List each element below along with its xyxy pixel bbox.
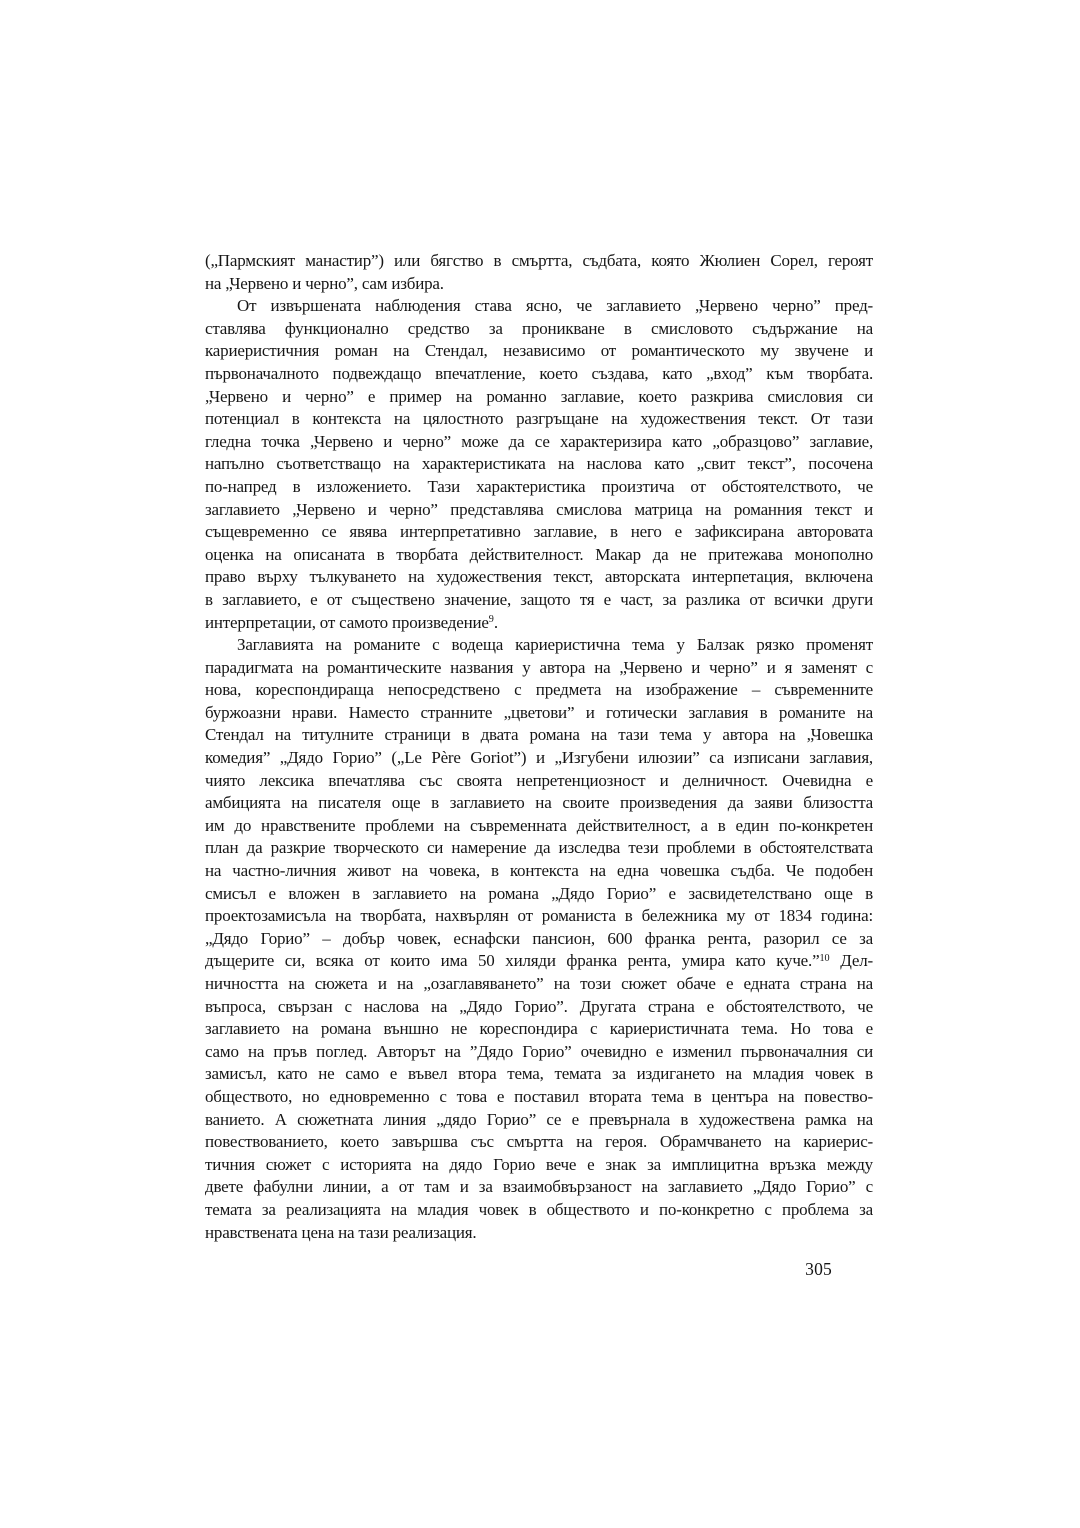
paragraph <box>205 634 873 1244</box>
text-line: заглавието „Червено и черно” представлява смислова матрица на романния текст и <box>205 499 873 519</box>
text-line: замисъл, като не само е въвел втора тема, темата за издигането на младия човек в <box>205 1064 873 1084</box>
text-line: напълно съответстващо на характеристиката на наслова като „свит текст”, посочена <box>205 454 873 474</box>
text-line: на частно-личния живот на човека, в контекста на една човешка съдба. Че подобен <box>205 861 873 881</box>
text-line: буржоазни нрави. Наместо странните „цветови” и готически заглавия в романите на <box>205 702 873 722</box>
text-line: им до нравствените проблеми на съвременната действителност, а в един по-конкретен <box>205 815 873 835</box>
text-line: ставлява функционално средство за проникване в смисловото съдържание на <box>205 318 873 338</box>
text-line: оценка на описаната в творбата действителност. Макар да не притежава монополно <box>205 544 873 564</box>
footnote-marker: 10 <box>819 953 830 965</box>
text-line: на „Червено и черно”, сам избира. <box>205 273 444 293</box>
text-line: интерпретации, от самото произведение$^9$. <box>205 612 498 632</box>
text-line: гледна точка „Червено и черно” може да се характеризира като „образцово” заглавие, <box>205 431 873 451</box>
text-line: нравствената цена на тази реализация. <box>205 1222 477 1242</box>
text-line: парадигмата на романтическите названия у автора на „Червено и черно” и я заменят с <box>205 657 873 677</box>
text-line: само на пръв поглед. Авторът на ”Дядо Горио” очевидно е изменил първоначалния си <box>205 1041 873 1061</box>
text-line: обществото, но едновременно с това е поставил втората тема в центъра на повество- <box>205 1086 873 1106</box>
text-line: кариеристичния роман на Стендал, независимо от романтическото му звучене и <box>205 341 873 361</box>
text-line: първоначалното подвеждащо впечатление, което създава, като „вход” към творбата. <box>205 363 873 383</box>
text-line: („Пармският манастир”) или бягство в смъртта, съдбата, която Жюлиен Сорел, героят <box>205 251 873 270</box>
text-block <box>205 250 873 1244</box>
text-line: нова, кореспондираща непосредствено с предмета на изображение – съвременните <box>205 680 873 700</box>
text-line: темата за реализацията на младия човек в обществото и по-конкретно с проблема за <box>205 1199 873 1219</box>
text-line: потенциал в контекста на цялостното разгръщане на художествения текст. От тази <box>205 409 873 429</box>
text-line: От извършената наблюдения става ясно, че заглавието „Червено черно” пред- <box>237 296 873 316</box>
text-line: повествованието, което завършва със смъртта на героя. Обрамчването на кариерис- <box>205 1132 873 1152</box>
text-line: Стендал на титулните страници в двата романа на тази тема у автора на „Човешка <box>205 725 873 745</box>
text-line: „Червено и черно” е пример на романно заглавие, което разкрива смисловия си <box>205 386 873 406</box>
text-line: същевременно се явява интерпретативно заглавие, в него е зафиксирана авторовата <box>205 522 873 542</box>
text-line: „Дядо Горио” – добър човек, еснафски пансион, 600 франка рента, разорил се за <box>205 928 873 948</box>
text-line: двете фабулни линии, а от там и за взаимобвързаност на заглавието „Дядо Горио” с <box>205 1177 873 1197</box>
text-line: ничността на сюжета и на „озаглавяването” на този сюжет обаче е едната страна на <box>205 974 873 993</box>
text-line: дъщерите си, всяка от които има 50 хиляди франка рента, умира като куче.”$^{10}$ Дел- <box>205 951 874 971</box>
text-line: Заглавията на романите с водеща кариеристична тема у Балзак рязко променят <box>237 635 873 655</box>
text-line: план да разкрие творческото си намерение да изследва тези проблеми в обстоятелствата <box>205 838 873 858</box>
text-line: тичния сюжет с историята на дядо Горио вече е знак за имплицитна връзка между <box>205 1154 873 1174</box>
text-line: чиято лексика впечатлява със своята непретенциозност и делничност. Очевидна е <box>205 770 873 790</box>
text-line: смисъл е вложен в заглавието на романа „Дядо Горио” е засвидетелствано още в <box>205 883 873 903</box>
text-line: ванието. А сюжетната линия „дядо Горио” се е превърнала в художествена рамка на <box>205 1109 873 1129</box>
text-line: комедия” „Дядо Горио” („Le Père Goriot”) и „Изгубени илюзии” са изписани заглавия, <box>205 748 873 768</box>
page-number: 305 <box>805 1259 832 1279</box>
text-line: по-напред в изложението. Тази характеристика произтича от обстоятелството, че <box>205 476 873 496</box>
text-line: заглавието на романа външно не кореспондира с кариеристичната тема. Но това е <box>205 1019 873 1039</box>
footnote-marker: 9 <box>488 614 494 626</box>
text-line: в заглавието, е от съществено значение, защото тя е част, за разлика от всички други <box>205 589 873 609</box>
paragraph <box>205 250 873 295</box>
text-line: проектозамисъла на творбата, нахвърлян от романиста в бележника му от 1834 година: <box>205 906 873 926</box>
paragraph <box>205 295 873 634</box>
text-line: амбицията на писателя още в заглавието на своите произведения да заяви близостта <box>205 793 873 813</box>
text-line: въпроса, свързан с наслова на „Дядо Горио”. Другата страна е обстоятелството, че <box>205 996 873 1016</box>
text-line: право върху тълкуването на художествения текст, авторската интерпетация, включена <box>205 567 873 587</box>
